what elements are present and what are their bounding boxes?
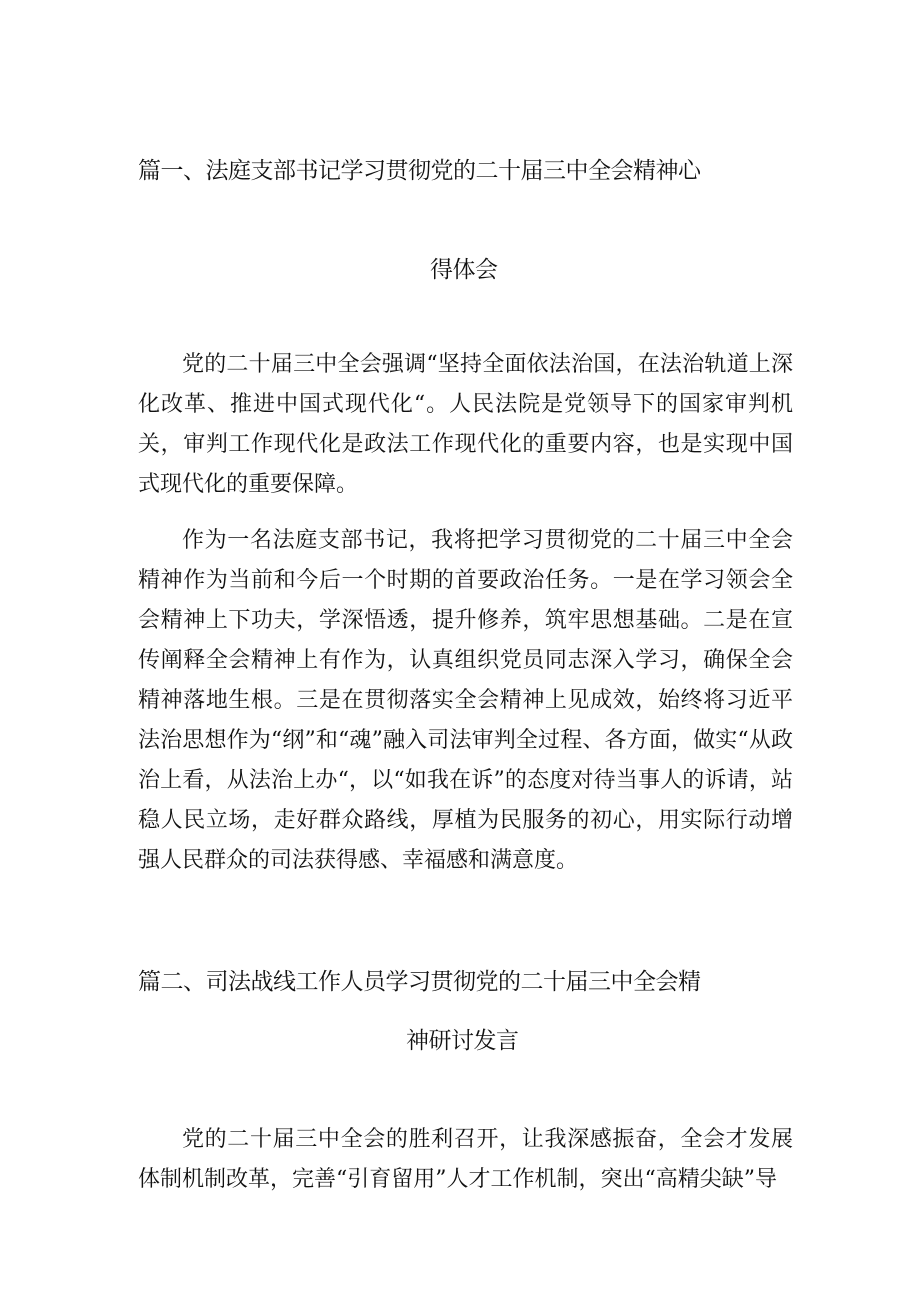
section-2-paragraph-1: 党的二十届三中全会的胜利召开，让我深感振奋，全会才发展体制机制改革，完善“引育留用”人才工作机制，突出“高精尖缺”导	[138, 1127, 793, 1192]
section-1-title-line-1: 篇一、法庭支部书记学习贯彻党的二十届三中全会精神心	[138, 158, 701, 184]
section-1-paragraph-2: 作为一名法庭支部书记，我将把学习贯彻党的二十届三中全会精神作为当前和今后一个时期的首要政治任务。一是在学习领会全会精神上下功夫，学深悟透，提升修养，筑牢思想基础。二是在宣传阐释全会精神上有作为，认真组织党员同志深入学习，确保全会精神落地生根。三是在贯彻落实全会精神上见成效，始终将习近平法治思想作为“纲”和“魂”融入司法审判全过程、各方面，做实“从政治上看，从法治上办“，以“如我在诉”的态度对待当事人的诉请，站稳人民立场，走好群众路线，厚植为民服务的初心，用实际行动增强人民群众的司法获得感、幸福感和满意度。	[138, 528, 793, 873]
section-1-paragraph-1: 党的二十届三中全会强调“坚持全面依法治国，在法治轨道上深化改革、推进中国式现代化“。人民法院是党领导下的国家审判机关，审判工作现代化是政法工作现代化的重要内容，也是实现中国式现代化的重要保障。	[138, 352, 793, 497]
section-2-title-line-1: 篇二、司法战线工作人员学习贯彻党的二十届三中全会精	[138, 969, 701, 995]
section-1-title-line-2: 得体会	[430, 257, 498, 283]
section-2-title-line-2: 神研讨发言	[406, 1028, 519, 1054]
